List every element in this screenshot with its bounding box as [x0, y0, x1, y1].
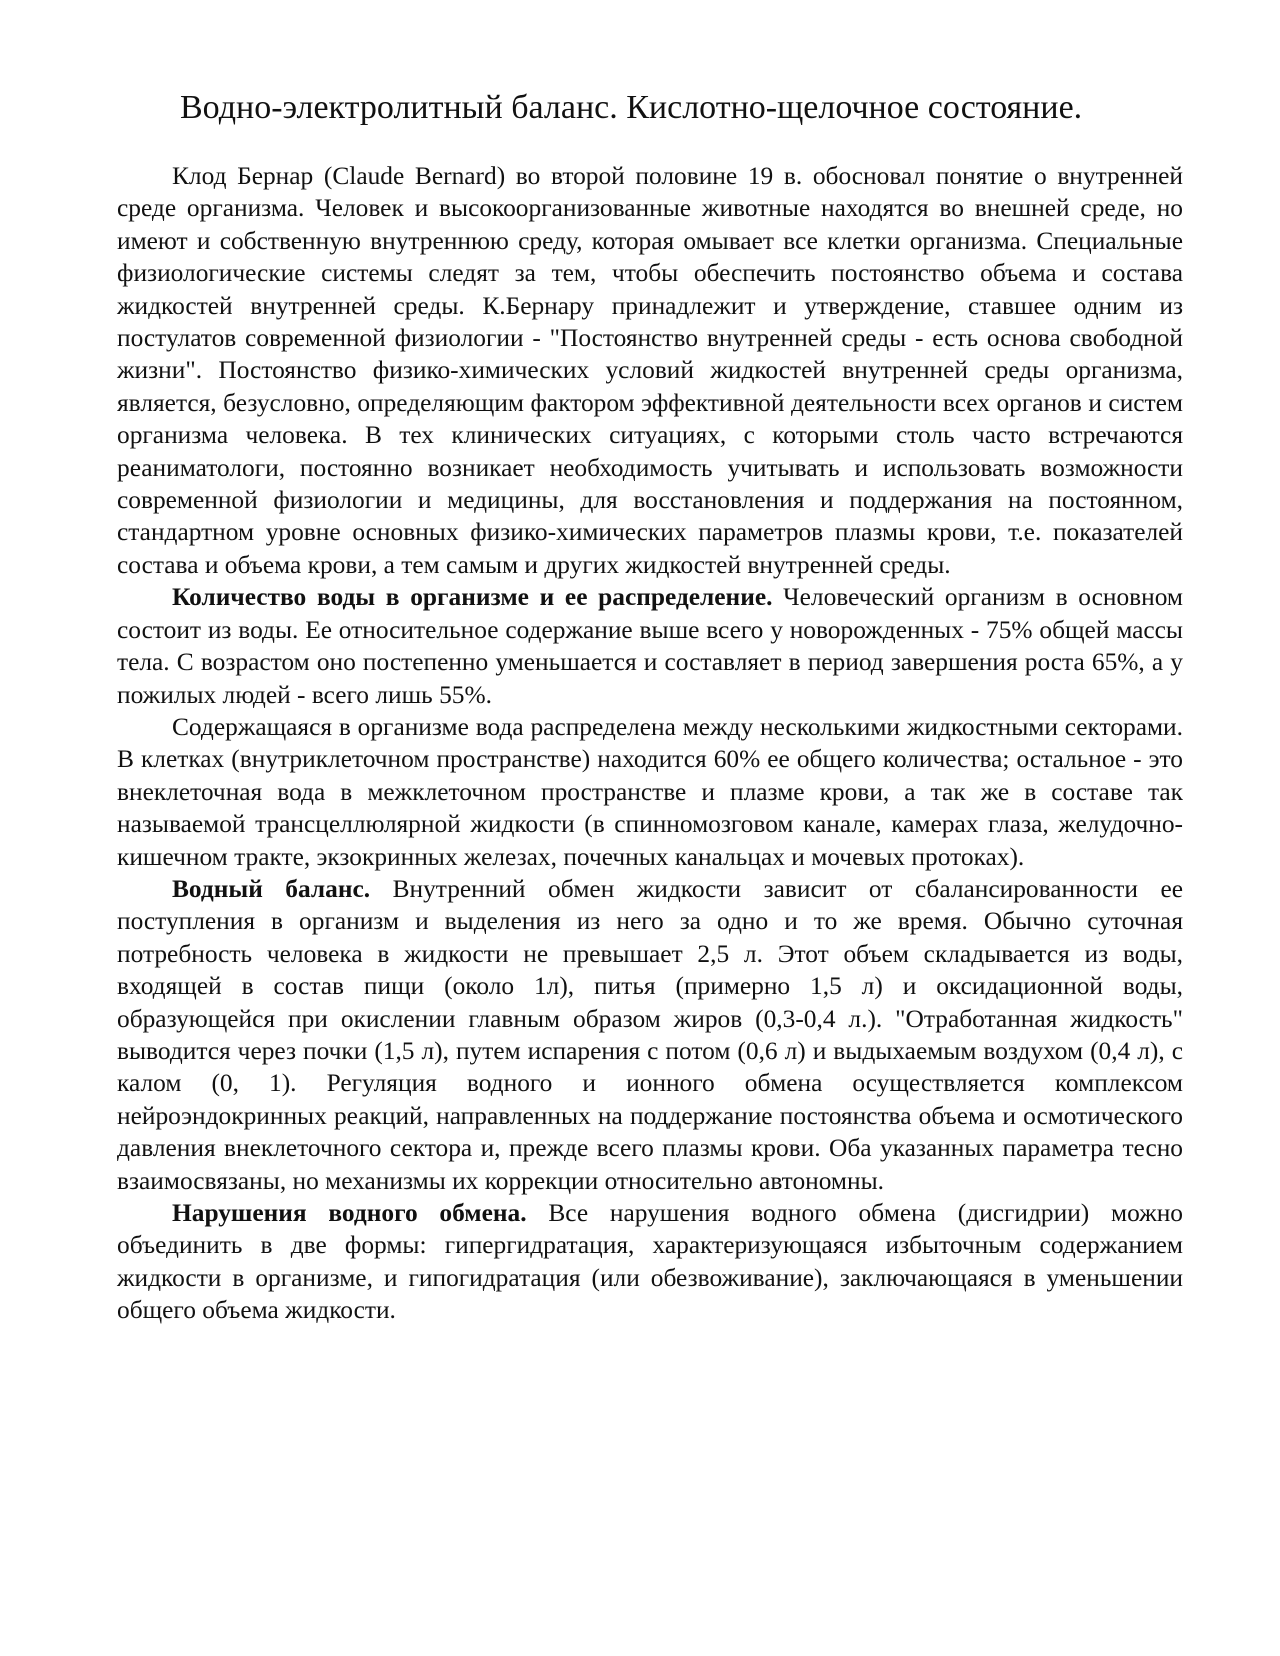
paragraph-text: Содержащаяся в организме вода распределена между несколькими жидкостными секторами. В клетках (внутриклеточном пространстве) находится 60% ее общего количества; остальное - это внеклеточная вода в межклеточном пространстве и плазме крови, а так же в составе так называемой трансцеллюлярной жидкости (в спинномозговом канале, камерах глаза, желудочно-кишечном тракте, экзокринных железах, почечных канальцах и мочевых протоках). [117, 712, 1183, 871]
paragraph-text: Внутренний обмен жидкости зависит от сбалансированности ее поступления в организм и выделения из него за одно и то же время. Обычно суточная потребность человека в жидкости не превышает 2,5 л. Этот объем складывается из воды, входящей в состав пищи (около 1л), питья (примерно 1,5 л) и оксидационной воды, образующейся при окислении главным образом жиров (0,3-0,4 л.). "Отработанная жидкость" выводится через почки (1,5 л), путем испарения с потом (0,6 л) и выдыхаемым воздухом (0,4 л), с калом (0, 1). Регуляция водного и ионного обмена осуществляется комплексом нейроэндокринных реакций, направленных на поддержание постоянства объема и осмотического давления внеклеточного сектора и, прежде всего плазмы крови. Оба указанных параметра тесно взаимосвязаны, но механизмы их коррекции относительно автономны. [117, 874, 1183, 1195]
paragraph-text: Клод Бернар (Claude Bernard) во второй половине 19 в. обосновал понятие о внутренней среде организма. Человек и высокоорганизованные животные находятся во внешней среде, но имеют и собственную внутреннюю среду, которая омывает все клетки организма. Специальные физиологические системы следят за тем, чтобы обеспечить постоянство объема и состава жидкостей внутренней среды. К.Бернару принадлежит и утверждение, ставшее одним из постулатов современной физиологии - "Постоянство внутренней среды - есть основа свободной жизни". Постоянство физико-химических условий жидкостей внутренней среды организма, является, безусловно, определяющим фактором эффективной деятельности всех органов и систем организма человека. В тех клинических ситуациях, с которыми столь часто встречаются реаниматологи, постоянно возникает необходимость учитывать и использовать возможности современной физиологии и медицины, для восстановления и поддержания на постоянном, стандартном уровне основных физико-химических параметров плазмы крови, т.е. показателей состава и объема крови, а тем самым и других жидкостей внутренней среды. [117, 162, 1183, 579]
paragraph-heading: Водный баланс. [172, 874, 371, 903]
document-title: Водно-электролитный баланс. Кислотно-щелочное состояние. [180, 89, 1083, 126]
paragraph-water-distribution [117, 711, 1183, 873]
paragraph-text: Все нарушения водного обмена (дисгидрии) можно объединить в две формы: гипергидратация, характеризующаяся избыточным содержанием жидкости в организме, и гипогидратация (или обезвоживание), заключающаяся в уменьшении общего объема жидкости. [117, 1199, 1183, 1325]
document-body [117, 160, 1183, 1327]
paragraph-text: Человеческий организм в основном состоит из воды. Ее относительное содержание выше всего у новорожденных - 75% общей массы тела. С возрастом оно постепенно уменьшается и составляет в период завершения роста 65%, а у пожилых людей - всего лишь 55%. [117, 583, 1183, 709]
paragraph-water-disorders [117, 1197, 1183, 1327]
paragraph-intro [117, 160, 1183, 581]
paragraph-water-amount [117, 581, 1183, 711]
paragraph-heading: Количество воды в организме и ее распределение. [172, 583, 773, 612]
paragraph-heading: Нарушения водного обмена. [172, 1199, 527, 1227]
paragraph-water-balance [117, 873, 1183, 1197]
